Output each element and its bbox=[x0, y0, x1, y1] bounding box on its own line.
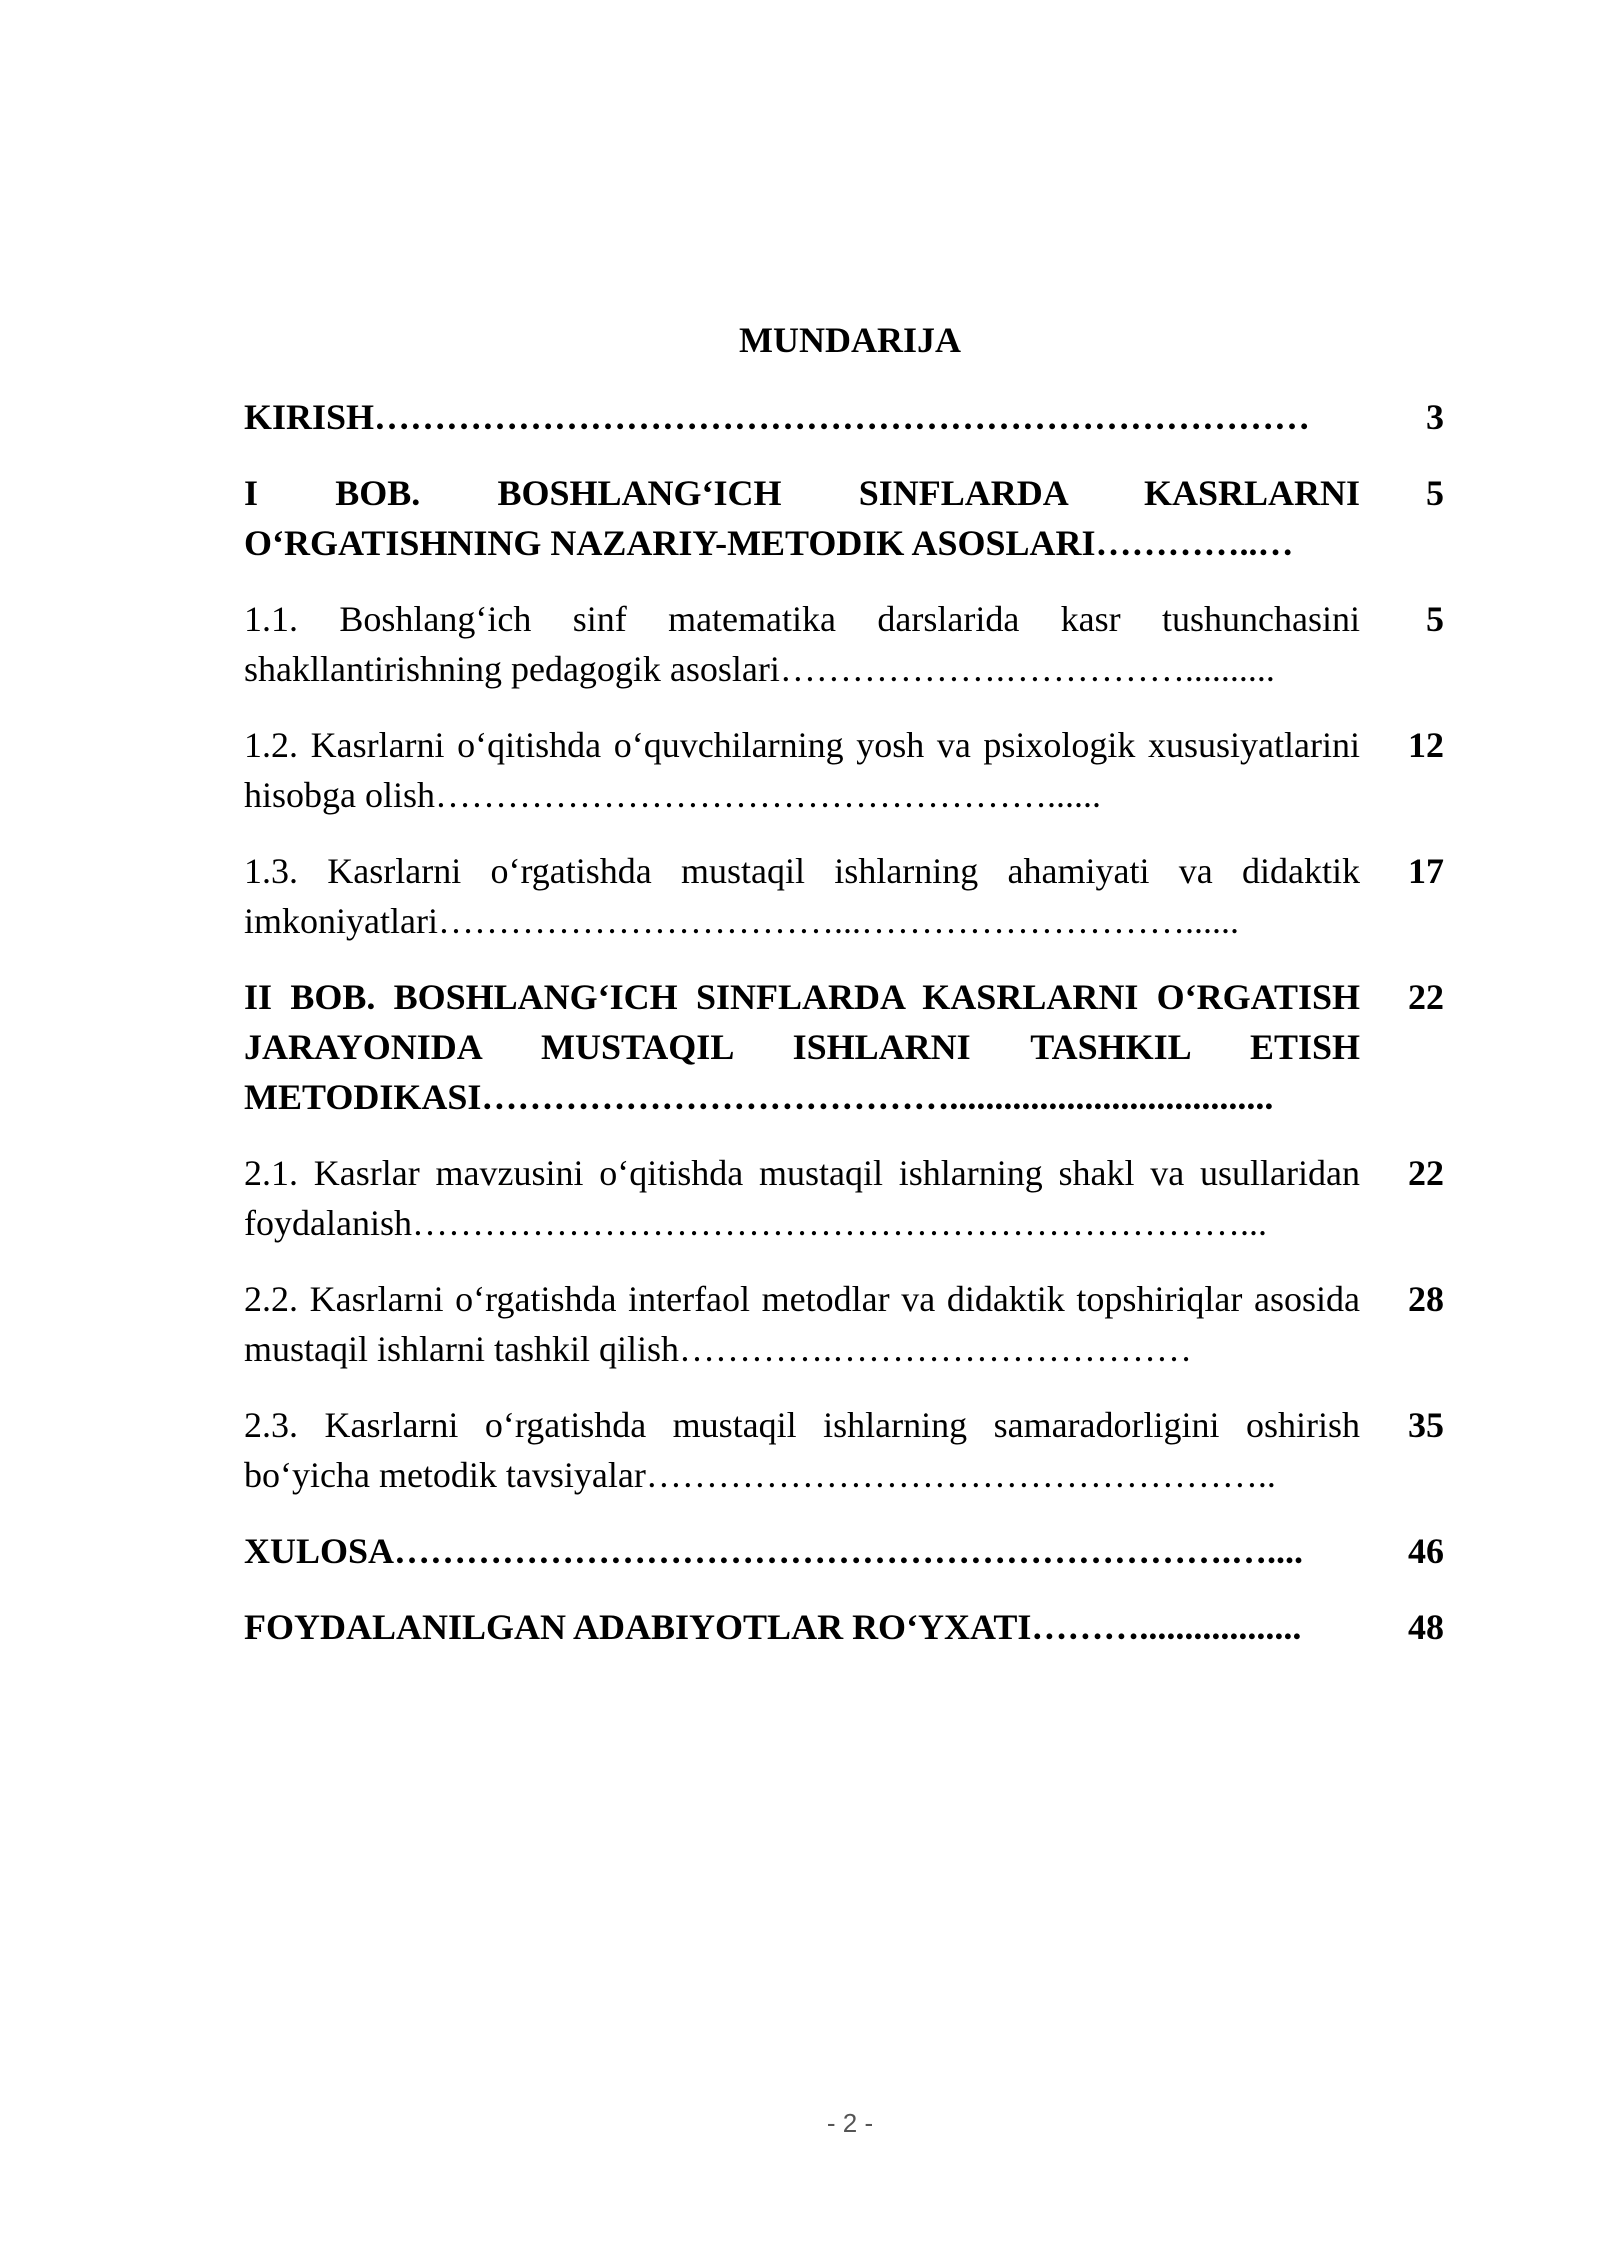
page-title: MUNDARIJA bbox=[739, 320, 961, 360]
toc-entry-title: I BOB. BOSHLANG‘ICH SINFLARDA KASRLARNI O‘RGATISHNING NAZARIY-METODIK ASOSLARI…………..… bbox=[244, 473, 1360, 563]
toc-entry-title: KIRISH…………………………………………………………………… bbox=[244, 397, 1311, 437]
toc-entry-page: 3 bbox=[1426, 397, 1444, 437]
toc-entry-title: 2.1. Kasrlar mavzusini o‘qitishda mustaqil ishlarning shakl va usullaridan foydalanish……………………………………………………………... bbox=[244, 1153, 1360, 1243]
toc-entry-title: 1.3. Kasrlarni o‘rgatishda mustaqil ishlarning ahamiyati va didaktik imkoniyatlari……………………………...………………………...... bbox=[244, 851, 1360, 941]
toc-entry-section-2-2[interactable] bbox=[244, 1274, 1444, 1374]
toc-entry-title: 2.3. Kasrlarni o‘rgatishda mustaqil ishlarning samaradorligini oshirish bo‘yicha metodik tavsiyalar…………………………………………….. bbox=[244, 1405, 1360, 1495]
table-of-contents bbox=[244, 392, 1444, 1678]
toc-entry-title: 1.2. Kasrlarni o‘qitishda o‘quvchilarning yosh va psixologik xususiyatlarini hisobga olish……………………………………………...... bbox=[244, 725, 1360, 815]
toc-entry-title: 1.1. Boshlang‘ich sinf matematika darslarida kasr tushunchasini shakllantirishning pedagogik asoslari……………….…………….......... bbox=[244, 599, 1360, 689]
toc-entry-section-2-3[interactable] bbox=[244, 1400, 1444, 1500]
toc-entry-xulosa[interactable] bbox=[244, 1526, 1444, 1576]
toc-entry-title: II BOB. BOSHLANG‘ICH SINFLARDA KASRLARNI O‘RGATISH JARAYONIDA MUSTAQIL ISHLARNI TASHKIL ETISH METODIKASI………………………………….................................... bbox=[244, 977, 1360, 1117]
toc-entry-title: 2.2. Kasrlarni o‘rgatishda interfaol metodlar va didaktik topshiriqlar asosida mustaqil ishlarni tashkil qilish………….………………………… bbox=[244, 1279, 1360, 1369]
toc-entry-page: 5 bbox=[1426, 599, 1444, 639]
toc-entry-bibliography[interactable] bbox=[244, 1602, 1444, 1652]
toc-entry-chapter-2[interactable] bbox=[244, 972, 1444, 1122]
toc-entry-page: 22 bbox=[1408, 1153, 1444, 1193]
toc-entry-page: 22 bbox=[1408, 977, 1444, 1017]
toc-entry-kirish[interactable] bbox=[244, 392, 1444, 442]
page-number: - 2 - bbox=[826, 2108, 874, 2138]
toc-entry-page: 12 bbox=[1408, 725, 1444, 765]
toc-entry-section-1-1[interactable] bbox=[244, 594, 1444, 694]
toc-entry-page: 48 bbox=[1408, 1607, 1444, 1647]
toc-entry-page: 46 bbox=[1408, 1531, 1444, 1571]
toc-entry-chapter-1[interactable] bbox=[244, 468, 1444, 568]
toc-entry-page: 5 bbox=[1426, 473, 1444, 513]
toc-entry-section-2-1[interactable] bbox=[244, 1148, 1444, 1248]
toc-entry-page: 17 bbox=[1408, 851, 1444, 891]
toc-entry-title: XULOSA…………………………………………………………….….... bbox=[244, 1531, 1304, 1571]
toc-entry-section-1-3[interactable] bbox=[244, 846, 1444, 946]
toc-entry-title: FOYDALANILGAN ADABIYOTLAR RO‘YXATI……….................. bbox=[244, 1607, 1302, 1647]
toc-entry-page: 35 bbox=[1408, 1405, 1444, 1445]
toc-entry-page: 28 bbox=[1408, 1279, 1444, 1319]
toc-entry-section-1-2[interactable] bbox=[244, 720, 1444, 820]
